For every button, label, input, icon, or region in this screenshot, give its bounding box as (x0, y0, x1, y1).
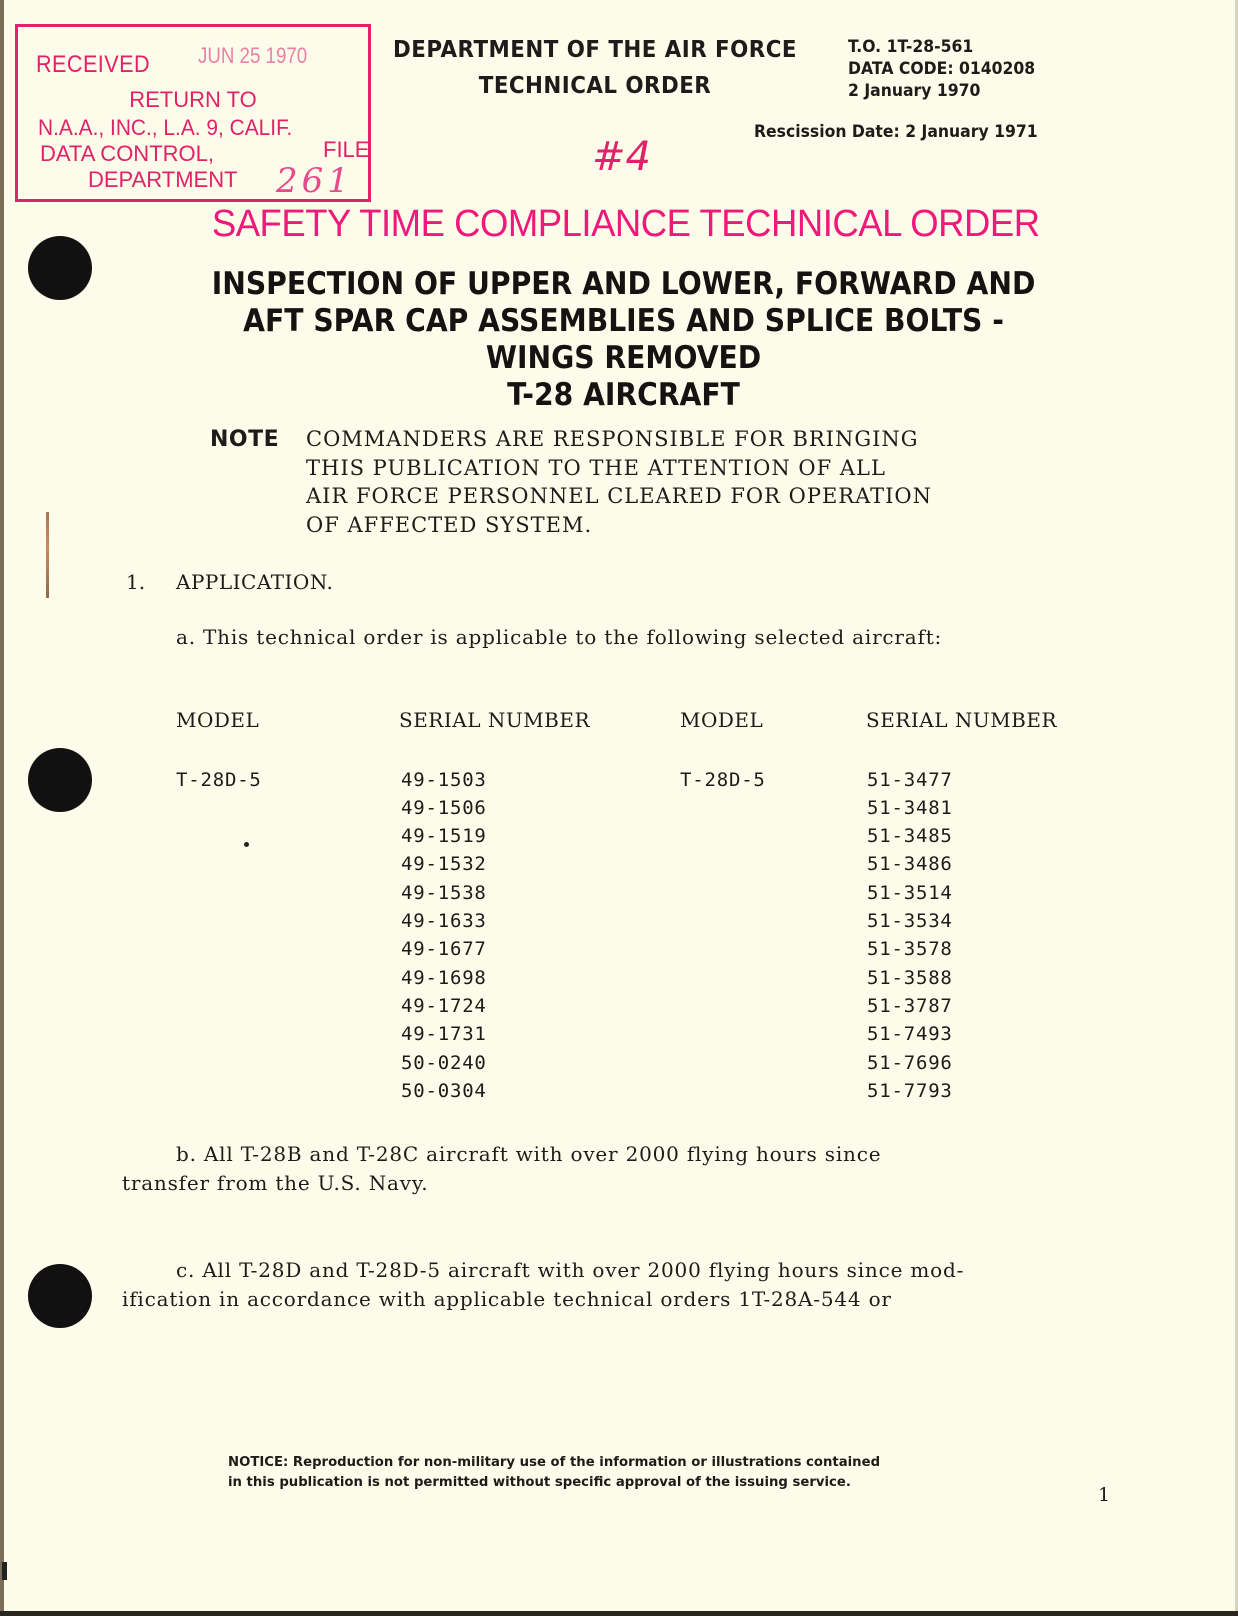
table-cell-serial: 51-3578 (867, 938, 953, 960)
stamp-department: DEPARTMENT (88, 167, 238, 192)
paragraph-line: c. All T-28D and T-28D-5 aircraft with over 2000 flying hours since mod- (176, 1258, 965, 1282)
notice-line: NOTICE: Reproduction for non-military use of the information or illustrations contained (228, 1454, 881, 1470)
to-info-block (848, 36, 1035, 102)
paragraph-b (122, 1140, 1122, 1197)
table-cell-model: T-28D-5 (176, 769, 262, 791)
column-header-serial: SERIAL NUMBER (399, 708, 591, 732)
table-cell-serial: 49-1503 (401, 769, 487, 791)
binder-hole-icon (28, 748, 92, 812)
title-line: T-28 AIRCRAFT (507, 377, 740, 413)
table-cell-serial: 49-1731 (401, 1023, 487, 1045)
reproduction-notice (228, 1452, 880, 1492)
column-header-model: MODEL (680, 708, 764, 732)
paragraph-line: b. All T-28B and T-28C aircraft with over 2000 flying hours since (176, 1142, 882, 1166)
department-heading (381, 32, 809, 104)
note-line: OF AFFECTED SYSTEM. (306, 512, 593, 537)
column-header-model: MODEL (176, 708, 260, 732)
dept-line1: DEPARTMENT OF THE AIR FORCE (393, 37, 797, 63)
table-cell-serial: 51-3477 (867, 769, 953, 791)
note-line: COMMANDERS ARE RESPONSIBLE FOR BRINGING (306, 427, 919, 451)
issue-date: 2 January 1970 (848, 81, 981, 101)
note-line: THIS PUBLICATION TO THE ATTENTION OF ALL (306, 455, 886, 480)
table-cell-serial: 51-3486 (867, 853, 953, 875)
rescission-date: Rescission Date: 2 January 1971 (754, 122, 1038, 142)
paragraph-line: ification in accordance with applicable technical orders 1T-28A-544 or (122, 1286, 892, 1311)
table-cell-serial: 49-1532 (401, 853, 487, 875)
binder-hole-icon (28, 1264, 92, 1328)
notice-line: in this publication is not permitted without specific approval of the issuing service. (228, 1474, 851, 1490)
table-cell-serial: 49-1698 (401, 967, 487, 989)
table-cell-serial: 49-1633 (401, 910, 487, 932)
handwritten-mark: #4 (592, 134, 651, 180)
table-cell-model: T-28D-5 (680, 769, 766, 791)
edge-tab-mark (2, 1562, 7, 1580)
table-cell-serial: 50-0304 (401, 1080, 487, 1102)
table-cell-serial: 49-1677 (401, 938, 487, 960)
paragraph-c (122, 1256, 1132, 1313)
table-cell-serial: 51-3787 (867, 995, 953, 1017)
section-number: 1. (126, 570, 146, 594)
table-cell-serial: 50-0240 (401, 1052, 487, 1074)
table-cell-serial: 51-7493 (867, 1023, 953, 1045)
stamp-address: N.A.A., INC., L.A. 9, CALIF. (38, 115, 293, 140)
stamp-file: FILE (323, 137, 370, 162)
document-title (56, 266, 1183, 414)
received-stamp (15, 24, 371, 202)
note-text (306, 425, 1026, 539)
table-cell-serial: 49-1519 (401, 825, 487, 847)
title-line: INSPECTION OF UPPER AND LOWER, FORWARD AND (211, 266, 1036, 302)
stamp-file-number: 261 (276, 161, 353, 201)
to-number: T.O. 1T-28-561 (848, 37, 974, 57)
section-title: APPLICATION. (176, 570, 334, 594)
stcto-banner: SAFETY TIME COMPLIANCE TECHNICAL ORDER (211, 203, 1040, 245)
paragraph-line: transfer from the U.S. Navy. (122, 1170, 429, 1195)
stamp-received: RECEIVED (36, 51, 151, 78)
stamp-return-to: RETURN TO (129, 87, 257, 112)
table-cell-serial: 49-1506 (401, 797, 487, 819)
note-label: NOTE (210, 427, 280, 452)
dept-line2: TECHNICAL ORDER (478, 73, 712, 99)
table-cell-serial: 51-7696 (867, 1052, 953, 1074)
table-cell-serial: 51-7793 (867, 1080, 953, 1102)
table-cell-serial: 51-3514 (867, 882, 953, 904)
data-code: DATA CODE: 0140208 (848, 59, 1036, 79)
table-cell-serial: 49-1724 (401, 995, 487, 1017)
ink-speck (244, 842, 249, 847)
paragraph-a: a. This technical order is applicable to the following selected aircraft: (176, 625, 943, 649)
page-edge (0, 0, 4, 1616)
page-number: 1 (1098, 1484, 1111, 1506)
column-header-serial: SERIAL NUMBER (866, 708, 1058, 732)
stamp-data-control: DATA CONTROL, (40, 141, 214, 166)
staple-rust-mark (46, 512, 49, 598)
table-cell-serial: 51-3534 (867, 910, 953, 932)
title-line: WINGS REMOVED (485, 340, 762, 376)
table-cell-serial: 51-3481 (867, 797, 953, 819)
table-cell-serial: 51-3588 (867, 967, 953, 989)
table-cell-serial: 49-1538 (401, 882, 487, 904)
page-edge (0, 1611, 1238, 1616)
title-line: AFT SPAR CAP ASSEMBLIES AND SPLICE BOLTS - (243, 303, 1004, 339)
note-line: AIR FORCE PERSONNEL CLEARED FOR OPERATION (306, 484, 933, 508)
table-cell-serial: 51-3485 (867, 825, 953, 847)
stamp-date: JUN 25 1970 (198, 43, 308, 68)
